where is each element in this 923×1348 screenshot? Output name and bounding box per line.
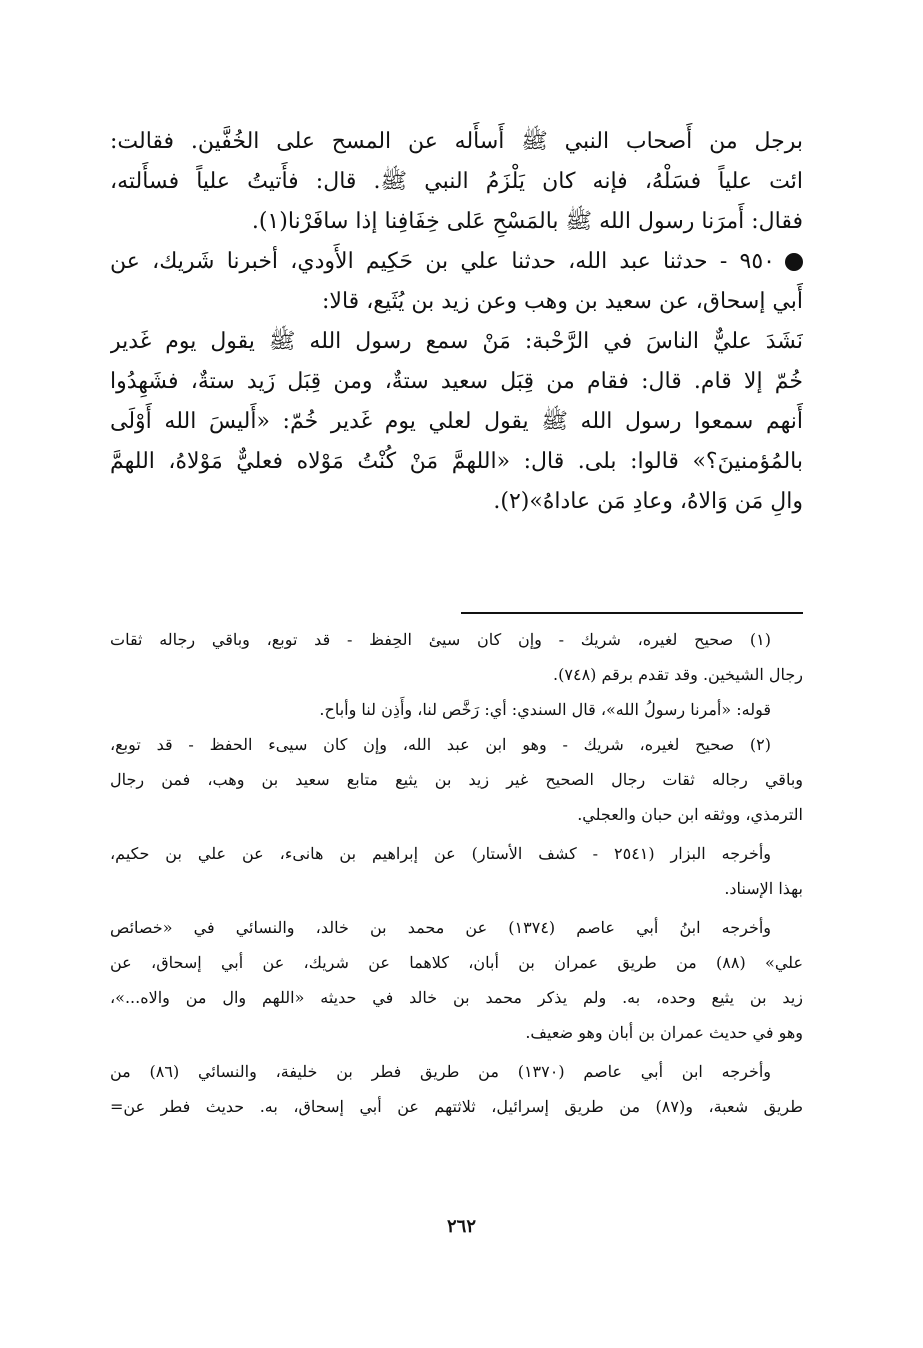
footnote-paragraph-line: زيد بن يثيع وحده، به. ولم يذكر محمد بن خالد في حديثه «اللهم وال من والاه...»، [110, 988, 803, 1007]
main-line: ائت علياً فسَلْهُ، فإنه كان يَلْزَمُ النبي ﷺ. قال: فأَتيتُ علياً فسأَلته، [110, 169, 803, 194]
hadith-chain-line: أَبي إسحاق، عن سعيد بن وهب وعن زيد بن يُثَيع، قالا: [322, 289, 803, 314]
footnote-paragraph-line: وهو في حديث عمران بن أبان وهو ضعيف. [525, 1023, 803, 1042]
footnote-2-line: (٢) صحيح لغيره، شريك - وهو ابن عبد الله، وإن كان سيىء الحفظ - قد توبع، [110, 735, 772, 754]
hadith-body-line: نَشَدَ عليٌّ الناسَ في الرَّحْبة: مَنْ سمع رسول الله ﷺ يقول يوم غَدير [110, 329, 803, 354]
footnote-2-line: وباقي رجاله ثقات رجال الصحيح غير زيد بن يثيع متابع سعيد بن وهب، فمن رجال [110, 770, 803, 789]
bullet-icon [785, 253, 803, 271]
footnote-1-line: رجال الشيخين. وقد تقدم برقم (٧٤٨). [553, 665, 803, 684]
footnote-paragraph-line: وأخرجه ابن أبي عاصم (١٣٧٠) من طريق فطر بن خليفة، والنسائي (٨٦) من [110, 1062, 772, 1081]
hadith-body-line: أَنهم سمعوا رسول الله ﷺ يقول لعلي يوم غَدير خُمّ: «أَليسَ الله أَوْلَى [110, 409, 803, 434]
footnotes [110, 622, 803, 1124]
footnote-paragraph-line: بهذا الإسناد. [724, 879, 803, 898]
hadith-body-line: بالمُؤمنينَ؟» قالوا: بلى. قال: «اللهمَّ مَنْ كُنْتُ مَوْلاه فعليٌّ مَوْلاهُ، اللهمَّ [110, 449, 803, 474]
hadith-body-line: والِ مَن وَالاهُ، وعادِ مَن عاداهُ»(٢). [493, 489, 803, 514]
page-number: ٢٦٢ [446, 1216, 476, 1237]
footnote-paragraph-line: علي» (٨٨) من طريق عمران بن أبان، كلاهما عن شريك، عن أبي إسحاق، عن [110, 953, 803, 972]
footnote-2-line: الترمذي، ووثقه ابن حبان والعجلي. [577, 805, 803, 824]
footnote-1-line: (١) صحيح لغيره، شريك - وإن كان سيئ الحِفظ - قد توبع، وباقي رجاله ثقات [110, 630, 771, 649]
footnote-divider [461, 612, 803, 614]
footnote-paragraph-line: وأخرجه البزار (٢٥٤١ - كشف الأستار) عن إبراهيم بن هانىء، عن علي بن حكيم، [110, 844, 772, 863]
hadith-number-line [110, 242, 803, 282]
main-line: برجل من أَصحاب النبي ﷺ أَسأَله عن المسح على الخُفَّين. فقالت: [110, 129, 803, 154]
main-line: فقال: أَمرَنا رسول الله ﷺ بالمَسْحِ عَلى خِفَافِنا إذا سافَرْنا(١). [251, 209, 803, 234]
footnote-1-gloss: قوله: «أمرنا رسولُ الله»، قال السندي: أي: رَخَّص لنا، وأَذِن لنا وأباح. [319, 700, 771, 719]
hadith-body-line: خُمّ إلا قام. قال: فقام من قِبَل سعيد ستةٌ، ومن قِبَل زَيد ستةٌ، فشَهِدُوا [110, 369, 803, 394]
footnote-paragraph-line: وأخرجه ابنُ أبي عاصم (١٣٧٤) عن محمد بن خالد، والنسائي في «خصائص [110, 918, 772, 937]
footnote-paragraph-line: طريق شعبة، و(٨٧) من طريق إسرائيل، ثلاثتهم عن أبي إسحاق، به. حديث فطر عن= [110, 1097, 803, 1116]
hadith-chain: ٩٥٠ - حدثنا عبد الله، حدثنا علي بن حَكِيم الأَودي، أخبرنا شَريك، عن [110, 249, 775, 274]
main-text [110, 122, 803, 522]
